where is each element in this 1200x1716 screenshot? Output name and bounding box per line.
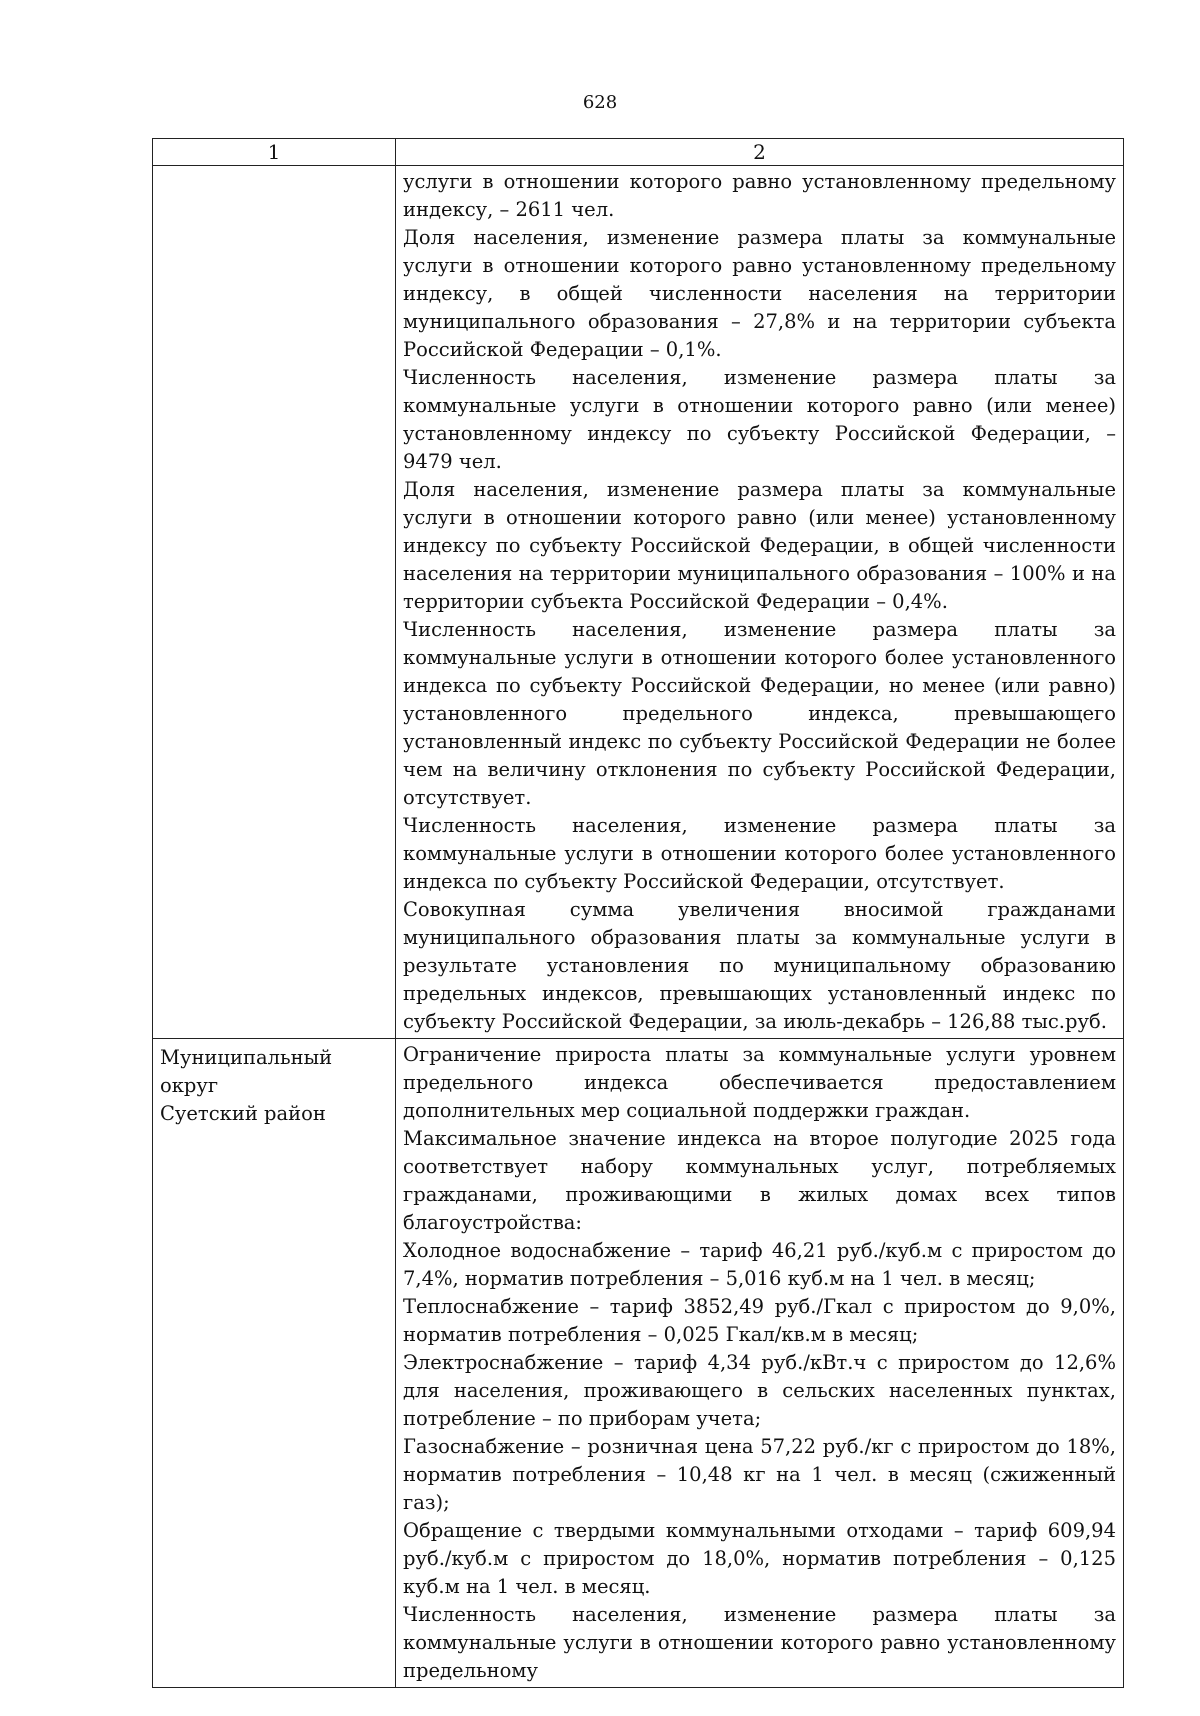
paragraph: Обращение с твердыми коммунальными отходами – тариф 609,94 руб./куб.м с приростом до 18,0%, норматив потребления – 0,125 куб.м на 1 чел. в месяц.: [403, 1519, 1116, 1598]
paragraph: Газоснабжение – розничная цена 57,22 руб./кг с приростом до 18%, норматив потребления – 10,48 кг на 1 чел. в месяц (сжиженный газ);: [403, 1435, 1116, 1514]
column-header-2: 2: [396, 139, 1124, 166]
page-number: 628: [582, 92, 618, 113]
paragraph: Доля населения, изменение размера платы за коммунальные услуги в отношении которого равно установленному предельному индексу, в общей численности населения на территории муниципального образования – 27,8% и на территории субъекта Российской Федерации – 0,1%.: [403, 226, 1116, 361]
table-row: [153, 166, 1124, 1039]
paragraph: Максимальное значение индекса на второе полугодие 2025 года соответствует набору коммунальных услуг, потребляемых гражданами, проживающими в жилых домах всех типов благоустройства:: [403, 1127, 1116, 1234]
paragraph: Численность населения, изменение размера платы за коммунальные услуги в отношении которого равно установленному предельному: [403, 1603, 1116, 1682]
table-header-row: [153, 139, 1124, 166]
description-cell: [396, 166, 1124, 1039]
region-cell: [153, 166, 396, 1039]
paragraph: Численность населения, изменение размера платы за коммунальные услуги в отношении которого равно (или менее) установленному индексу по субъекту Российской Федерации, – 9479 чел.: [403, 366, 1116, 473]
municipal-index-table: [152, 138, 1124, 1688]
region-name-line: Суетский район: [160, 1102, 326, 1125]
paragraph: Теплоснабжение – тариф 3852,49 руб./Гкал с приростом до 9,0%, норматив потребления – 0,025 Гкал/кв.м в месяц;: [403, 1295, 1116, 1346]
paragraph: Электроснабжение – тариф 4,34 руб./кВт.ч с приростом до 12,6% для населения, проживающего в сельских населенных пунктах, потребление – по приборам учета;: [403, 1351, 1116, 1430]
paragraph: Ограничение прироста платы за коммунальные услуги уровнем предельного индекса обеспечивается предоставлением дополнительных мер социальной поддержки граждан.: [403, 1043, 1116, 1122]
paragraph: Холодное водоснабжение – тариф 46,21 руб./куб.м с приростом до 7,4%, норматив потребления – 5,016 куб.м на 1 чел. в месяц;: [403, 1239, 1116, 1290]
column-header-1: 1: [153, 139, 396, 166]
region-name-line: округ: [160, 1074, 219, 1097]
paragraph: Численность населения, изменение размера платы за коммунальные услуги в отношении которого более установленного индекса по субъекту Российской Федерации, но менее (или равно) установленного предельного индекса, превышающего установленный индекс по субъекту Российской Федерации не более чем на величину отклонения по субъекту Российской Федерации, отсутствует.: [403, 618, 1116, 809]
description-cell: [396, 1039, 1124, 1688]
region-cell: [153, 1039, 396, 1688]
table-row: [153, 1039, 1124, 1688]
paragraph: Совокупная сумма увеличения вносимой гражданами муниципального образования платы за коммунальные услуги в результате установления по муниципальному образованию предельных индексов, превышающих установленный индекс по субъекту Российской Федерации, за июль-декабрь – 126,88 тыс.руб.: [403, 898, 1116, 1033]
paragraph: услуги в отношении которого равно установленному предельному индексу, – 2611 чел.: [403, 170, 1116, 221]
paragraph: Численность населения, изменение размера платы за коммунальные услуги в отношении которого более установленного индекса по субъекту Российской Федерации, отсутствует.: [403, 814, 1116, 893]
region-name-line: Муниципальный: [160, 1046, 333, 1069]
paragraph: Доля населения, изменение размера платы за коммунальные услуги в отношении которого равно (или менее) установленному индексу по субъекту Российской Федерации, в общей численности населения на территории муниципального образования – 100% и на территории субъекта Российской Федерации – 0,4%.: [403, 478, 1116, 613]
